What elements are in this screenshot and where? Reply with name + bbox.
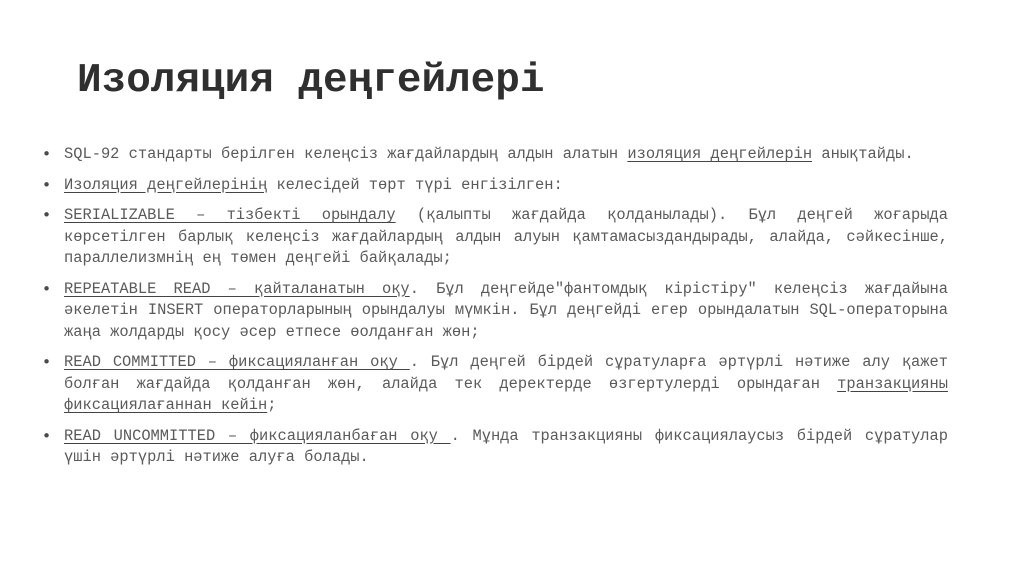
bullet-text: анықтайды.: [812, 145, 914, 163]
bullet-item: [42, 175, 948, 197]
bullet-text: . Бұл деңгейде"фантомдық кірістіру" келеңсіз жағдайына әкелетін INSERT операторларының орындалуы мүмкін. Бұл деңгейді егер орындалатын SQL-операторына жаңа жолдарды қосу әсер етпесе өолданған жөн;: [64, 279, 948, 341]
bullet-text: . Бұл деңгей бірдей сұратуларға әртүрлі нәтиже алу қажет болған жағдайда қолданған жөн, алайда тек деректерде өзгертулерді орындаған: [64, 353, 948, 393]
bullet-text: (қалыпты жағдайда қолданылады). Бұл деңгей жоғарыда көрсетілген барлық келеңсіз жағдайлардың алдын алуын қамтамасыздандырады, алайда, сәйкесінше, параллелизмнің ең төмен деңгейі байқалады;: [64, 206, 948, 267]
underlined-term: REPEATABLE READ – қайталанатын оқу: [64, 279, 410, 298]
bullet-text: SQL-92 стандарты берілген келеңсіз жағдайлардың алдын алатын: [64, 145, 628, 163]
underlined-term: изоляция деңгейлерін: [627, 145, 813, 163]
bullet-text: . Мұнда транзакцияны фиксациялаусыз бірдей сұратулар үшін әртүрлі нәтиже алуға болады.: [64, 426, 948, 466]
bullet-item: [42, 205, 948, 270]
underlined-term: READ UNCOMMITTED – фиксацияланбаған оқу: [64, 426, 451, 445]
bullet-item: [42, 352, 948, 417]
bullet-list: [42, 144, 948, 478]
slide-title: Изоляция деңгейлері: [77, 58, 545, 104]
bullet-text: келесідей төрт түрі енгізілген:: [267, 175, 563, 194]
underlined-term: READ COMMITTED – фиксацияланған оқу: [64, 353, 410, 371]
bullet-item: [42, 144, 948, 166]
underlined-term: SERIALIZABLE – тізбекті орындалу: [64, 206, 396, 224]
underlined-term: транзакцияны фиксациялағаннан кейін: [64, 374, 948, 414]
bullet-item: [42, 279, 948, 344]
bullet-text: ;: [267, 396, 277, 414]
bullet-item: [42, 426, 948, 469]
underlined-term: Изоляция деңгейлерінің: [64, 175, 268, 194]
